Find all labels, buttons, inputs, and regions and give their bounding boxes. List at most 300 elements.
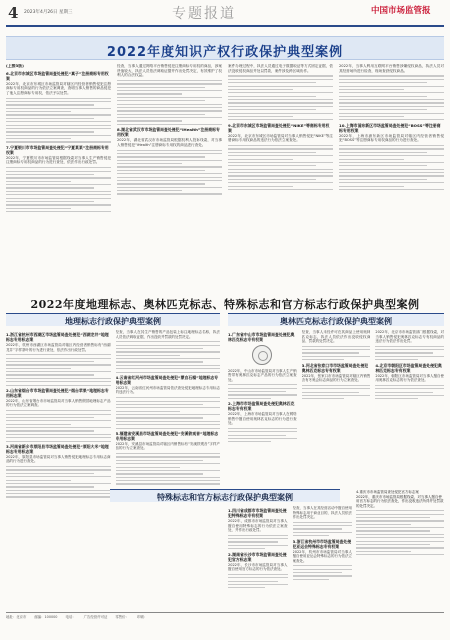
text-line bbox=[228, 175, 333, 176]
text-line bbox=[6, 417, 94, 418]
text-line bbox=[117, 107, 222, 108]
case-body: 2022年，安溪县市场监管局对辖区内销售标有“安溪铁观音”字样产品的行为立案查处。 bbox=[115, 441, 220, 451]
text-line bbox=[116, 365, 221, 366]
case-body: 2022年，朝阳区市场监管局对当事人擅自使用奥林匹克标志的行为依法查处。 bbox=[375, 373, 444, 383]
text-line bbox=[6, 191, 111, 192]
text-line bbox=[117, 80, 222, 81]
text-line bbox=[302, 398, 345, 399]
case-body: 2022年，当事人利用互联网平台销售涉嫌侵权商品，执法人员对其经营场所进行检查，现场查获侵权商品。 bbox=[339, 64, 444, 73]
text-line bbox=[6, 466, 111, 467]
text-line bbox=[117, 150, 222, 151]
text-line bbox=[375, 395, 444, 396]
text-line bbox=[6, 371, 111, 372]
sub-banner-olympic-label: 奥林匹克标志行政保护典型案例 bbox=[280, 316, 392, 326]
text-line bbox=[116, 361, 204, 362]
article-column bbox=[339, 64, 444, 289]
text-line bbox=[6, 167, 111, 168]
text-line bbox=[6, 101, 111, 102]
text-line bbox=[228, 82, 316, 83]
case-heading: 2.湖南省长沙市市场监管局查处侵犯官方标志案 bbox=[228, 551, 287, 562]
text-line bbox=[6, 135, 111, 136]
text-line bbox=[116, 463, 221, 464]
section2-title: 2022年度地理标志、奥林匹克标志、特殊标志和官方标志行政保护典型案例 bbox=[30, 298, 420, 311]
sub-banner-olympic bbox=[228, 313, 444, 326]
text-line bbox=[228, 398, 271, 399]
text-line bbox=[375, 388, 444, 389]
footer-item: 印刷： bbox=[136, 615, 148, 619]
article-column bbox=[228, 330, 297, 485]
case-heading: 8.湖北省武汉市市场监管局查处侵犯“iHealth”注册商标专用权案 bbox=[117, 127, 220, 138]
case-heading: 4.北京市朝阳区市场监管局查处侵犯奥林匹克标志专有权案 bbox=[375, 362, 442, 373]
text-line bbox=[228, 145, 333, 146]
text-line bbox=[6, 128, 111, 129]
text-line bbox=[6, 111, 71, 112]
gi-cases-block bbox=[6, 330, 220, 606]
text-line bbox=[117, 153, 222, 154]
text-line bbox=[228, 92, 333, 93]
text-line bbox=[116, 480, 221, 481]
article-column bbox=[293, 506, 353, 606]
case-heading: 6.北京市东城区市场监管局查处侵犯“真子”注册商标专用权案 bbox=[6, 70, 109, 81]
text-line bbox=[339, 96, 427, 97]
text-line bbox=[116, 368, 221, 369]
text-line bbox=[6, 385, 111, 386]
text-line bbox=[339, 175, 444, 176]
text-line bbox=[117, 87, 205, 88]
text-line bbox=[6, 420, 111, 421]
text-line bbox=[375, 398, 418, 399]
masthead-rule bbox=[6, 25, 444, 27]
text-line bbox=[116, 404, 204, 405]
case-body: 2022年，张家口市市场监管局对辖区内销售含有冬奥会标志商品的行为立案查处。 bbox=[301, 373, 371, 383]
text-line bbox=[6, 368, 71, 369]
text-line bbox=[339, 165, 427, 166]
text-line bbox=[228, 148, 333, 149]
text-line bbox=[302, 346, 371, 347]
footer-item: 广告经营许可证 bbox=[83, 615, 108, 619]
text-line bbox=[6, 437, 111, 438]
article-column bbox=[117, 64, 222, 289]
text-line bbox=[6, 98, 111, 99]
paper-name: 中国市场监管报 bbox=[371, 6, 431, 16]
text-line bbox=[116, 348, 204, 349]
footer-item: 零售价： bbox=[115, 615, 129, 619]
case-body: 2022年，宁夏银川市市场监管局根据线索对当事人生产销售侵犯注册商标专用权商品的行为进行查处，依法作出行政处罚。 bbox=[6, 155, 111, 165]
text-line bbox=[356, 530, 430, 531]
text-line bbox=[339, 75, 444, 76]
masthead bbox=[0, 0, 450, 32]
text-line bbox=[339, 148, 444, 149]
text-line bbox=[228, 75, 333, 76]
text-line bbox=[228, 86, 333, 87]
text-line bbox=[356, 554, 444, 555]
text-line bbox=[339, 186, 404, 187]
case-body: 2022年，上海市市场监管局对当事人在网络销售中擅自使用奥林匹克标志的行为进行查处。 bbox=[228, 412, 297, 426]
text-line bbox=[117, 93, 182, 94]
text-line bbox=[339, 159, 404, 160]
text-line bbox=[6, 414, 111, 415]
text-line bbox=[339, 86, 444, 87]
text-line bbox=[6, 490, 111, 491]
text-line bbox=[6, 378, 111, 379]
text-line bbox=[228, 574, 288, 575]
article-column bbox=[375, 330, 444, 485]
text-line bbox=[293, 535, 330, 536]
text-line bbox=[339, 189, 444, 190]
text-line bbox=[6, 354, 111, 355]
text-line bbox=[6, 486, 94, 487]
text-line bbox=[6, 476, 111, 477]
case-heading: 4.重庆市市场监管局查处侵犯官方标志案 bbox=[356, 490, 419, 494]
text-line bbox=[116, 355, 181, 356]
case-body: 经查，当事人通过网络平台销售侵犯注册商标专用权的商品，涉案货值较大，执法人员依法调取证据并作出处罚决定，有效维护了权利人的合法权益。 bbox=[117, 64, 222, 78]
text-line bbox=[6, 434, 111, 435]
text-line bbox=[228, 548, 265, 549]
sub-banner-special bbox=[110, 489, 340, 502]
text-line bbox=[339, 179, 427, 180]
text-line bbox=[6, 480, 71, 481]
text-line bbox=[356, 527, 444, 528]
text-line bbox=[339, 102, 444, 103]
text-line bbox=[228, 388, 297, 389]
case-body: 2022年，北京市东城区市场监管局对当事人销售侵犯“NIKE”等注册商标专用权商品的违法行为依法立案查处。 bbox=[228, 133, 333, 143]
text-line bbox=[339, 182, 444, 183]
text-line bbox=[356, 517, 430, 518]
text-line bbox=[6, 184, 111, 185]
text-line bbox=[228, 116, 293, 117]
text-line bbox=[6, 141, 111, 142]
text-line bbox=[228, 587, 265, 588]
text-line bbox=[116, 341, 221, 342]
text-line bbox=[375, 356, 444, 357]
text-line bbox=[6, 104, 94, 105]
text-line bbox=[116, 453, 221, 454]
text-line bbox=[117, 104, 222, 105]
text-line bbox=[116, 417, 204, 418]
text-line bbox=[116, 477, 221, 478]
text-line bbox=[6, 427, 111, 428]
text-line bbox=[6, 177, 111, 178]
text-line bbox=[228, 99, 333, 100]
headline-banner bbox=[6, 36, 444, 60]
text-line bbox=[6, 118, 94, 119]
text-line bbox=[6, 410, 111, 411]
case-body: 经查，当事人在其生产销售的产品包装上标注地理标志名称，执法人员依法调取证据，作出没收并罚款的处罚决定。 bbox=[115, 330, 220, 339]
text-line bbox=[228, 102, 333, 103]
case-heading: 4.云南省红河州市场监管局查处侵犯“蒙自石榴”地理标志专用标志案 bbox=[115, 374, 219, 385]
footer-item: 电话： bbox=[65, 615, 76, 619]
case-heading: 1.广东省中山市市场监管局查处侵犯奥林匹克标志专有权案 bbox=[228, 332, 295, 342]
text-line bbox=[6, 211, 111, 212]
text-line bbox=[116, 397, 221, 398]
text-line bbox=[6, 441, 111, 442]
footer-item: 邮编：100000 bbox=[34, 615, 58, 619]
text-line bbox=[6, 204, 111, 205]
text-line bbox=[228, 113, 333, 114]
text-line bbox=[6, 381, 111, 382]
text-line bbox=[228, 165, 316, 166]
text-line bbox=[228, 391, 286, 392]
text-line bbox=[6, 121, 111, 122]
article-column bbox=[228, 64, 333, 289]
section-label: 专题报道 bbox=[172, 6, 236, 22]
text-line bbox=[6, 187, 94, 188]
text-line bbox=[302, 359, 345, 360]
text-line bbox=[339, 172, 444, 173]
text-line bbox=[375, 349, 444, 350]
text-line bbox=[339, 145, 444, 146]
text-line bbox=[302, 392, 360, 393]
text-line bbox=[302, 385, 371, 386]
text-line bbox=[116, 467, 181, 468]
article-column bbox=[302, 330, 371, 485]
text-line bbox=[228, 541, 278, 542]
text-line bbox=[302, 388, 371, 389]
text-line bbox=[117, 193, 222, 194]
case-heading: 10.上海市浦东新区市场监管局查处侵犯“BOSS”等注册商标专用权案 bbox=[339, 122, 441, 133]
text-line bbox=[228, 438, 297, 439]
text-line bbox=[116, 345, 221, 346]
text-line bbox=[302, 395, 371, 396]
text-line bbox=[117, 180, 222, 181]
text-line bbox=[117, 170, 205, 171]
case-heading: 5.福建省安溪县市场监管局查处侵犯“安溪铁观音”地理标志专用标志案 bbox=[115, 430, 219, 441]
text-line bbox=[293, 522, 353, 523]
case-heading: 7.宁夏银川市市场监管局查处侵犯“宁夏某某”注册商标专用权案 bbox=[6, 144, 109, 155]
text-line bbox=[117, 187, 222, 188]
text-line bbox=[228, 441, 271, 442]
text-line bbox=[116, 473, 204, 474]
text-line bbox=[356, 551, 411, 552]
text-line bbox=[6, 198, 111, 199]
headline-title: 2022年度知识产权行政保护典型案例 bbox=[106, 45, 344, 60]
text-line bbox=[339, 79, 444, 80]
text-line bbox=[6, 171, 111, 172]
text-line bbox=[228, 545, 288, 546]
text-line bbox=[116, 424, 221, 425]
text-line bbox=[228, 394, 297, 395]
text-line bbox=[339, 109, 427, 110]
text-line bbox=[6, 358, 111, 359]
text-line bbox=[228, 189, 333, 190]
text-line bbox=[293, 569, 353, 570]
text-line bbox=[228, 577, 288, 578]
text-line bbox=[117, 117, 222, 118]
case-body: 2022年，山东省烟台市市场监管局对当事人销售假冒地理标志产品的行为依法立案调查。 bbox=[6, 398, 111, 408]
text-line bbox=[228, 535, 288, 536]
text-line bbox=[6, 364, 111, 365]
text-line bbox=[228, 155, 333, 156]
case-heading: 3.河北省张家口市市场监管局查处侵犯奥林匹克标志专有权案 bbox=[301, 362, 369, 373]
text-line bbox=[116, 351, 221, 352]
text-line bbox=[228, 431, 297, 432]
text-line bbox=[6, 114, 111, 115]
text-line bbox=[116, 401, 221, 402]
text-line bbox=[116, 411, 181, 412]
text-line bbox=[228, 186, 293, 187]
text-line bbox=[117, 83, 222, 84]
text-line bbox=[228, 435, 286, 436]
case-body: 2022年，长沙市市场监管局对当事人擅自使用官方标志的行为依法查处。 bbox=[228, 562, 288, 572]
text-line bbox=[228, 182, 333, 183]
text-line bbox=[117, 173, 222, 174]
page-number: 4 bbox=[8, 4, 19, 22]
case-body: 2022年，杭州市西湖区市场监管局对辖区内经营者销售标有“西湖龙井”字样茶叶的行为进行查处，依法作出行政处罚。 bbox=[6, 343, 111, 352]
text-line bbox=[6, 125, 111, 126]
text-line bbox=[117, 156, 205, 157]
text-line bbox=[339, 99, 444, 100]
text-line bbox=[356, 537, 444, 538]
text-line bbox=[117, 120, 182, 121]
text-line bbox=[339, 82, 427, 83]
case-body: 经查，当事人未经许可在其商品上使用奥林匹克标志，执法人员依法作出没收侵权商品、罚款的处罚决定。 bbox=[301, 330, 371, 343]
emblem-wrapper bbox=[228, 343, 297, 369]
text-line bbox=[228, 538, 288, 539]
text-line bbox=[228, 159, 293, 160]
text-line bbox=[117, 177, 222, 178]
text-line bbox=[116, 460, 204, 461]
text-line bbox=[6, 469, 111, 470]
text-line bbox=[6, 201, 94, 202]
text-line bbox=[293, 532, 353, 533]
case-body: 2022年，云南省红河州市场监管局依法查处侵犯地理标志专用标志的违法行为。 bbox=[115, 385, 220, 395]
text-line bbox=[228, 172, 333, 173]
text-line bbox=[6, 108, 111, 109]
text-line bbox=[117, 160, 222, 161]
article-column bbox=[6, 64, 111, 289]
text-line bbox=[6, 496, 111, 497]
case-body: 2022年，北京市市场监管部门根据线索，对当事人销售侵犯奥林匹克标志专有权商品的违法行为依法作出处罚。 bbox=[375, 330, 444, 343]
text-line bbox=[375, 385, 444, 386]
case-heading: 1.浙江省杭州市西湖区市场监管局查处侵犯“西湖龙井”地理标志专用标志案 bbox=[6, 332, 109, 342]
text-line bbox=[228, 428, 297, 429]
text-line bbox=[117, 110, 222, 111]
text-line bbox=[339, 155, 444, 156]
text-line bbox=[117, 183, 205, 184]
case-heading: 2.山东省烟台市市场监管局查处侵犯“烟台苹果”地理标志专用标志案 bbox=[6, 387, 109, 398]
text-line bbox=[6, 473, 94, 474]
text-line bbox=[6, 430, 94, 431]
text-line bbox=[117, 97, 222, 98]
text-line bbox=[339, 106, 444, 107]
text-line bbox=[228, 89, 293, 90]
text-line bbox=[302, 352, 360, 353]
text-line bbox=[293, 565, 353, 566]
text-line bbox=[375, 352, 433, 353]
case-heading: 9.北京市东城区市场监管局查处侵犯“NIKE”等商标专用权案 bbox=[228, 122, 330, 133]
text-line bbox=[117, 100, 205, 101]
text-line bbox=[228, 106, 333, 107]
text-line bbox=[228, 96, 316, 97]
footer-item: 地址：北京市 bbox=[6, 615, 27, 619]
case-heading: 3.浙江省杭州市市场监管局查处侵犯亚运会特殊标志专有权案 bbox=[292, 538, 352, 549]
text-line bbox=[293, 579, 330, 580]
text-line bbox=[302, 356, 371, 357]
text-line bbox=[116, 456, 221, 457]
sub-banner-special-label: 特殊标志和官方标志行政保护典型案例 bbox=[157, 492, 293, 502]
olympic-cases-block bbox=[228, 330, 444, 485]
text-line bbox=[228, 179, 316, 180]
text-line bbox=[228, 584, 288, 585]
text-line bbox=[117, 124, 222, 125]
text-line bbox=[117, 163, 182, 164]
text-line bbox=[6, 208, 71, 209]
text-line bbox=[6, 131, 94, 132]
text-line bbox=[293, 572, 343, 573]
text-line bbox=[339, 152, 427, 153]
text-line bbox=[356, 547, 444, 548]
special-cases-block bbox=[228, 506, 352, 606]
text-line bbox=[117, 90, 222, 91]
text-line bbox=[375, 392, 433, 393]
text-line bbox=[6, 361, 94, 362]
footer bbox=[6, 615, 444, 619]
text-line bbox=[6, 138, 71, 139]
case-body: 2022年，湖北省武汉市市场监管局根据权利人投诉线索，对当事人销售侵犯“iHealth”注册商标专用权的商品进行查处。 bbox=[117, 138, 222, 147]
text-line bbox=[293, 525, 353, 526]
text-line bbox=[339, 162, 444, 163]
top-article-columns bbox=[6, 64, 444, 289]
text-line bbox=[356, 524, 411, 525]
article-column bbox=[6, 330, 111, 606]
text-line bbox=[6, 493, 111, 494]
text-line bbox=[293, 528, 343, 529]
text-line bbox=[228, 79, 333, 80]
text-line bbox=[302, 349, 371, 350]
text-line bbox=[356, 541, 444, 542]
text-line bbox=[228, 152, 316, 153]
text-line bbox=[339, 119, 444, 120]
text-line bbox=[116, 358, 221, 359]
text-line bbox=[339, 113, 444, 114]
case-body: 2022年，原阳县市场监管局对当事人销售侵犯地理标志专用标志商品的行为进行查处。 bbox=[6, 454, 111, 464]
text-line bbox=[6, 174, 94, 175]
text-line bbox=[6, 181, 71, 182]
text-line bbox=[228, 119, 333, 120]
text-line bbox=[116, 428, 221, 429]
text-line bbox=[116, 407, 221, 408]
text-line bbox=[339, 169, 444, 170]
text-line bbox=[339, 89, 404, 90]
text-line bbox=[339, 116, 404, 117]
text-line bbox=[116, 421, 221, 422]
case-heading: 1.四川省成都市市场监管局查处侵犯特殊标志专有权案 bbox=[228, 508, 287, 518]
text-line bbox=[228, 169, 333, 170]
text-line bbox=[228, 109, 316, 110]
text-line bbox=[116, 470, 221, 471]
text-line bbox=[293, 575, 353, 576]
far-right-column bbox=[356, 490, 444, 606]
case-heading: 3.河南省新乡市原阳县市场监管局查处侵犯“原阳大米”地理标志专用标志案 bbox=[6, 443, 109, 454]
text-line bbox=[339, 92, 444, 93]
emblem-icon bbox=[252, 345, 272, 365]
text-line bbox=[356, 514, 444, 515]
text-line bbox=[117, 190, 182, 191]
case-body: 案件办理过程中，执法人员通过电子数据取证等方式固定证据，依法没收侵权商品并处以罚款，案件涉及跨区域协作。 bbox=[228, 64, 333, 73]
case-heading: 2.上海市市场监管局查处侵犯奥林匹克标志专有权案 bbox=[228, 401, 295, 412]
issue-date: 2023年4月26日 星期三 bbox=[24, 10, 73, 15]
text-line bbox=[356, 520, 444, 521]
text-line bbox=[6, 483, 111, 484]
continued-tag: (上接3版) bbox=[6, 64, 24, 68]
text-line bbox=[117, 114, 205, 115]
text-line bbox=[356, 534, 444, 535]
case-body: 2022年，北京市东城区市场监管局对辖区内经营者销售侵犯注册商标专用权商品的行为依法立案调查，查明当事人销售的商品侵犯了他人注册商标专用权，依法予以处罚。 bbox=[6, 81, 111, 95]
case-body: 经查，当事人在其经营活动中擅自使用特殊标志用于商业目的，执法人员依法作出处罚决定。 bbox=[292, 506, 352, 519]
article-column bbox=[228, 506, 288, 606]
sub-banner-gi bbox=[6, 313, 220, 326]
text-line bbox=[6, 424, 71, 425]
